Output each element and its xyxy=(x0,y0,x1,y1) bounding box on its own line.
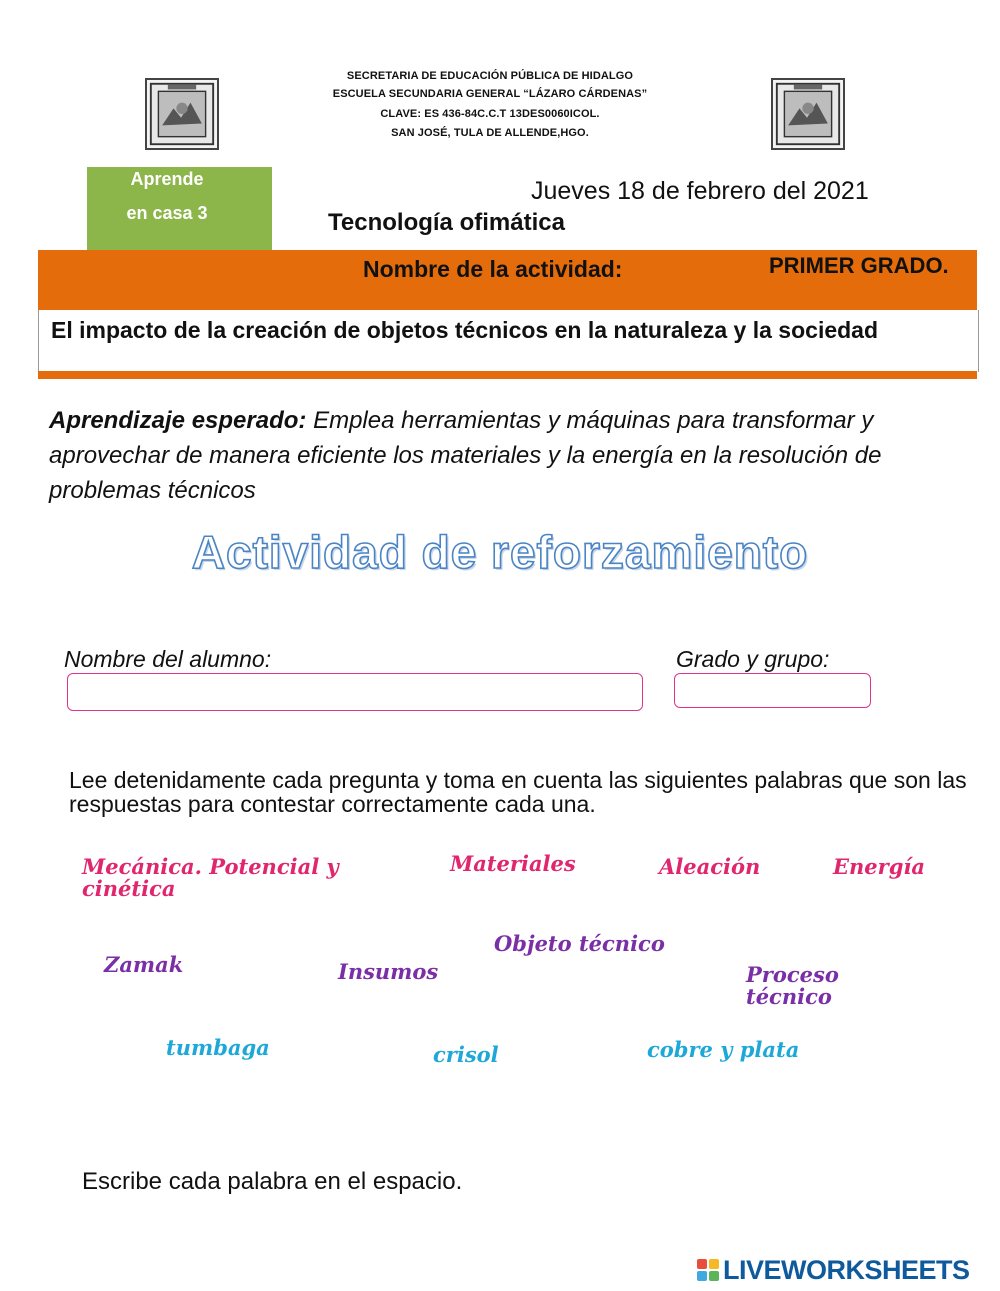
main-title: Actividad de reforzamiento xyxy=(191,526,809,578)
subject-title: Tecnología ofimática xyxy=(328,209,565,236)
expected-learning-label: Aprendizaje esperado: xyxy=(49,407,307,434)
header-line-clave: CLAVE: ES 436-84C.C.T 13DES0060ICOL. xyxy=(380,108,600,120)
write-instruction: Escribe cada palabra en el espacio. xyxy=(82,1168,463,1195)
word-bank-item: Objeto técnico xyxy=(494,931,665,956)
word-bank-item: tumbaga xyxy=(166,1035,270,1060)
word-bank-item: cobre y plata xyxy=(647,1037,800,1062)
expected-learning-text: Emplea herramientas y máquinas para transformar y aprovechar de manera eficiente los materiales y la energía en la resolución de problemas técnicos xyxy=(49,407,882,504)
school-seal-left xyxy=(145,78,219,150)
seal-icon xyxy=(147,80,217,148)
activity-title: El impacto de la creación de objetos técnicos en la naturaleza y la sociedad xyxy=(51,317,879,343)
grade-label: PRIMER GRADO. xyxy=(769,253,949,278)
word-bank-item: crisol xyxy=(433,1042,499,1067)
seal-icon xyxy=(773,80,843,148)
aprende-en-casa-badge xyxy=(87,167,272,250)
word-bank-item: Materiales xyxy=(450,851,576,876)
student-name-label: Nombre del alumno: xyxy=(64,646,272,672)
activity-bottom-bar xyxy=(38,371,977,379)
expected-learning xyxy=(49,403,969,508)
student-name-input[interactable] xyxy=(67,673,643,711)
header-line-address: SAN JOSÉ, TULA DE ALLENDE,HGO. xyxy=(391,127,589,139)
school-seal-right xyxy=(771,78,845,150)
badge-line-1: Aprende xyxy=(130,169,204,189)
header-line-secretaria: SECRETARIA DE EDUCACIÓN PÚBLICA DE HIDALGO xyxy=(346,70,634,82)
word-bank-item: Aleación xyxy=(659,854,761,879)
grade-group-label: Grado y grupo: xyxy=(676,646,830,672)
grade-group-input[interactable] xyxy=(674,673,871,708)
badge-line-2: en casa 3 xyxy=(126,203,208,223)
date-text: Jueves 18 de febrero del 2021 xyxy=(531,177,869,205)
word-bank-item: Zamak xyxy=(104,952,184,977)
activity-name-label: Nombre de la actividad: xyxy=(363,256,623,282)
word-bank-item: Insumos xyxy=(338,959,439,984)
liveworksheets-icon xyxy=(697,1259,719,1281)
word-bank-item: Proceso técnico xyxy=(746,962,839,1009)
instructions-text: Lee detenidamente cada pregunta y toma en cuenta las siguientes palabras que son las respuestas para contestar correctamente cada una. xyxy=(69,767,967,817)
header-line-school: ESCUELA SECUNDARIA GENERAL “LÁZARO CÁRDENAS” xyxy=(332,88,648,100)
liveworksheets-wordmark: LIVEWORKSHEETS xyxy=(723,1254,970,1285)
liveworksheets-logo xyxy=(697,1255,970,1285)
word-bank-item: Energía xyxy=(833,854,925,879)
word-bank-item: Mecánica. Potencial y cinética xyxy=(82,854,339,901)
